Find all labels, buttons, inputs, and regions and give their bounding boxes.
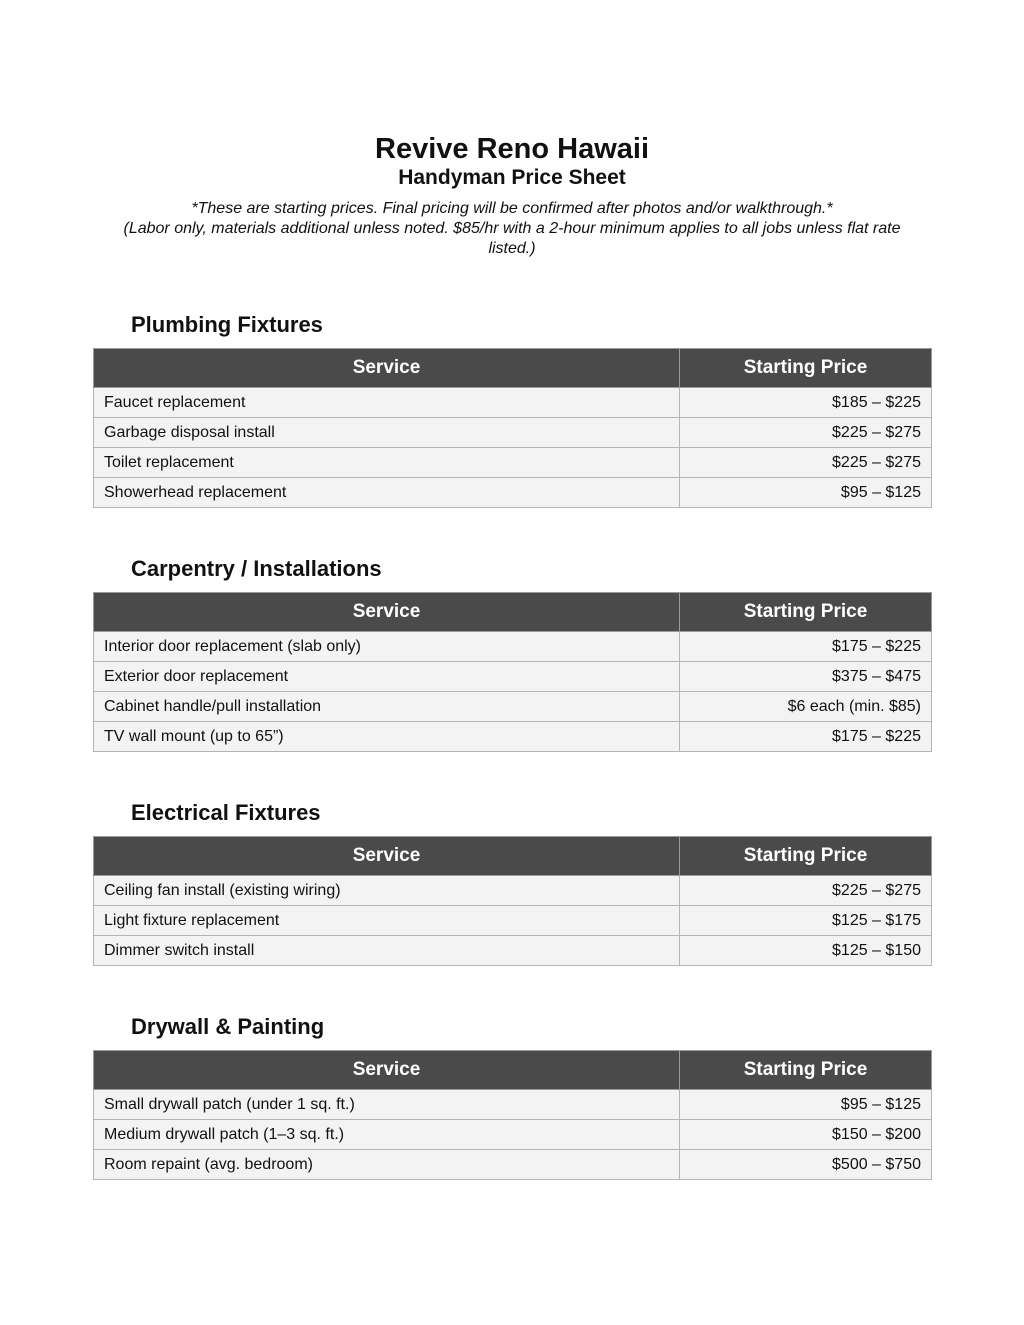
price-cell: $150 – $200 <box>680 1120 932 1150</box>
column-header-price: Starting Price <box>680 593 932 632</box>
table-row <box>94 418 932 448</box>
service-cell: Garbage disposal install <box>94 418 680 448</box>
price-table <box>93 836 932 966</box>
price-cell: $6 each (min. $85) <box>680 692 932 722</box>
section-title: Plumbing Fixtures <box>131 312 323 337</box>
table-header-row <box>94 1051 932 1090</box>
document-header <box>0 131 1024 259</box>
column-header-service: Service <box>94 593 680 632</box>
price-cell: $185 – $225 <box>680 388 932 418</box>
table-row <box>94 692 932 722</box>
price-cell: $225 – $275 <box>680 448 932 478</box>
service-cell: Medium drywall patch (1–3 sq. ft.) <box>94 1120 680 1150</box>
section-title: Electrical Fixtures <box>131 800 321 825</box>
table-row <box>94 936 932 966</box>
service-cell: Ceiling fan install (existing wiring) <box>94 876 680 906</box>
price-cell: $225 – $275 <box>680 876 932 906</box>
price-cell: $125 – $175 <box>680 906 932 936</box>
column-header-service: Service <box>94 837 680 876</box>
service-cell: Exterior door replacement <box>94 662 680 692</box>
service-cell: Light fixture replacement <box>94 906 680 936</box>
table-row <box>94 478 932 508</box>
pricing-note-labor: (Labor only, materials additional unless noted. $85/hr with a 2-hour minimum applies to all jobs unless flat rate listed.) <box>123 220 901 257</box>
price-cell: $95 – $125 <box>680 478 932 508</box>
section-title: Carpentry / Installations <box>131 556 382 581</box>
table-row <box>94 632 932 662</box>
table-header-row <box>94 837 932 876</box>
pricing-note-starting: *These are starting prices. Final pricing will be confirmed after photos and/or walkthrough.* <box>191 200 833 217</box>
price-table <box>93 592 932 752</box>
price-table <box>93 1050 932 1180</box>
price-cell: $500 – $750 <box>680 1150 932 1180</box>
price-cell: $375 – $475 <box>680 662 932 692</box>
document-subtitle: Handyman Price Sheet <box>398 166 626 189</box>
price-cell: $225 – $275 <box>680 418 932 448</box>
column-header-price: Starting Price <box>680 837 932 876</box>
table-header-row <box>94 349 932 388</box>
service-cell: Interior door replacement (slab only) <box>94 632 680 662</box>
table-row <box>94 722 932 752</box>
table-row <box>94 388 932 418</box>
table-row <box>94 1150 932 1180</box>
service-cell: Room repaint (avg. bedroom) <box>94 1150 680 1180</box>
column-header-service: Service <box>94 1051 680 1090</box>
service-cell: Toilet replacement <box>94 448 680 478</box>
service-cell: TV wall mount (up to 65”) <box>94 722 680 752</box>
service-cell: Showerhead replacement <box>94 478 680 508</box>
column-header-price: Starting Price <box>680 349 932 388</box>
service-cell: Dimmer switch install <box>94 936 680 966</box>
table-row <box>94 906 932 936</box>
column-header-price: Starting Price <box>680 1051 932 1090</box>
service-cell: Cabinet handle/pull installation <box>94 692 680 722</box>
price-cell: $175 – $225 <box>680 632 932 662</box>
company-title: Revive Reno Hawaii <box>375 133 649 165</box>
table-row <box>94 1090 932 1120</box>
price-cell: $175 – $225 <box>680 722 932 752</box>
table-row <box>94 662 932 692</box>
table-row <box>94 1120 932 1150</box>
table-row <box>94 876 932 906</box>
section-title: Drywall & Painting <box>131 1014 325 1039</box>
column-header-service: Service <box>94 349 680 388</box>
table-row <box>94 448 932 478</box>
price-cell: $95 – $125 <box>680 1090 932 1120</box>
price-table <box>93 348 932 508</box>
service-cell: Small drywall patch (under 1 sq. ft.) <box>94 1090 680 1120</box>
service-cell: Faucet replacement <box>94 388 680 418</box>
price-cell: $125 – $150 <box>680 936 932 966</box>
pricing-notes <box>0 199 1024 259</box>
table-header-row <box>94 593 932 632</box>
